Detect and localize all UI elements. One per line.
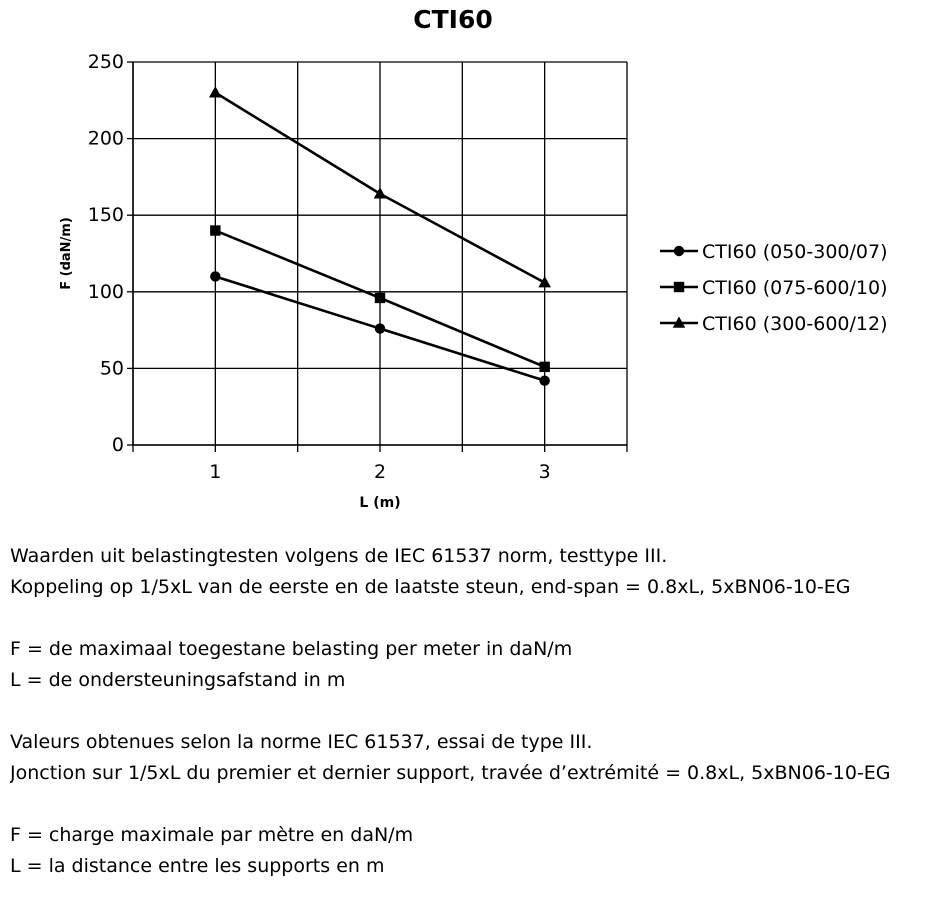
data-point-triangle (538, 276, 551, 287)
note-fr-l-definition: L = la distance entre les supports en m (10, 855, 385, 877)
y-tick-label: 250 (87, 51, 124, 73)
x-tick-label: 3 (538, 461, 551, 483)
x-axis-label: L (m) (359, 495, 401, 511)
legend-entry: CTI60 (300-600/12) (702, 313, 888, 335)
data-point-circle (210, 271, 220, 281)
legend-marker-square (674, 282, 684, 292)
data-point-triangle (209, 86, 222, 97)
note-nl-l-definition: L = de ondersteuningsafstand in m (10, 669, 346, 691)
legend-entry: CTI60 (075-600/10) (702, 277, 888, 299)
notes-dutch (10, 541, 952, 603)
y-tick-label: 0 (111, 434, 124, 456)
data-point-circle (539, 375, 549, 385)
note-fr-f-definition: F = charge maximale par mètre en daN/m (10, 824, 414, 846)
x-tick-label: 2 (373, 461, 387, 483)
notes-french (10, 727, 952, 789)
note-nl-line-1: Waarden uit belastingtesten volgens de IEC 61537 norm, testtype III. (10, 545, 668, 567)
note-fr-line-2: Jonction sur 1/5xL du premier et dernier support, travée d’extrémité = 0.8xL, 5xBN06-10-EG (10, 762, 891, 784)
notes-dutch-definitions (10, 634, 952, 696)
y-axis-label: F (daN/m) (59, 217, 74, 290)
legend-marker-circle (674, 246, 684, 256)
note-nl-line-2: Koppeling op 1/5xL van de eerste en de laatste steun, end-span = 0.8xL, 5xBN06-10-EG (10, 576, 851, 598)
legend-entry: CTI60 (050-300/07) (702, 241, 888, 263)
chart-notes (10, 541, 952, 913)
y-tick-label: 100 (87, 280, 124, 303)
data-point-square (539, 362, 549, 372)
notes-french-definitions (10, 820, 952, 882)
y-tick-label: 200 (87, 127, 124, 150)
note-nl-f-definition: F = de maximaal toegestane belasting per meter in daN/m (10, 638, 573, 660)
data-point-circle (375, 323, 385, 333)
data-point-triangle (374, 187, 387, 198)
data-point-square (210, 225, 220, 235)
y-tick-label: 150 (87, 204, 124, 227)
y-tick-label: 50 (99, 357, 124, 380)
chart-title: CTI60 (413, 5, 493, 34)
note-fr-line-1: Valeurs obtenues selon la norme IEC 61537, essai de type III. (10, 731, 593, 753)
data-point-square (375, 293, 385, 303)
x-tick-label: 1 (209, 461, 222, 483)
